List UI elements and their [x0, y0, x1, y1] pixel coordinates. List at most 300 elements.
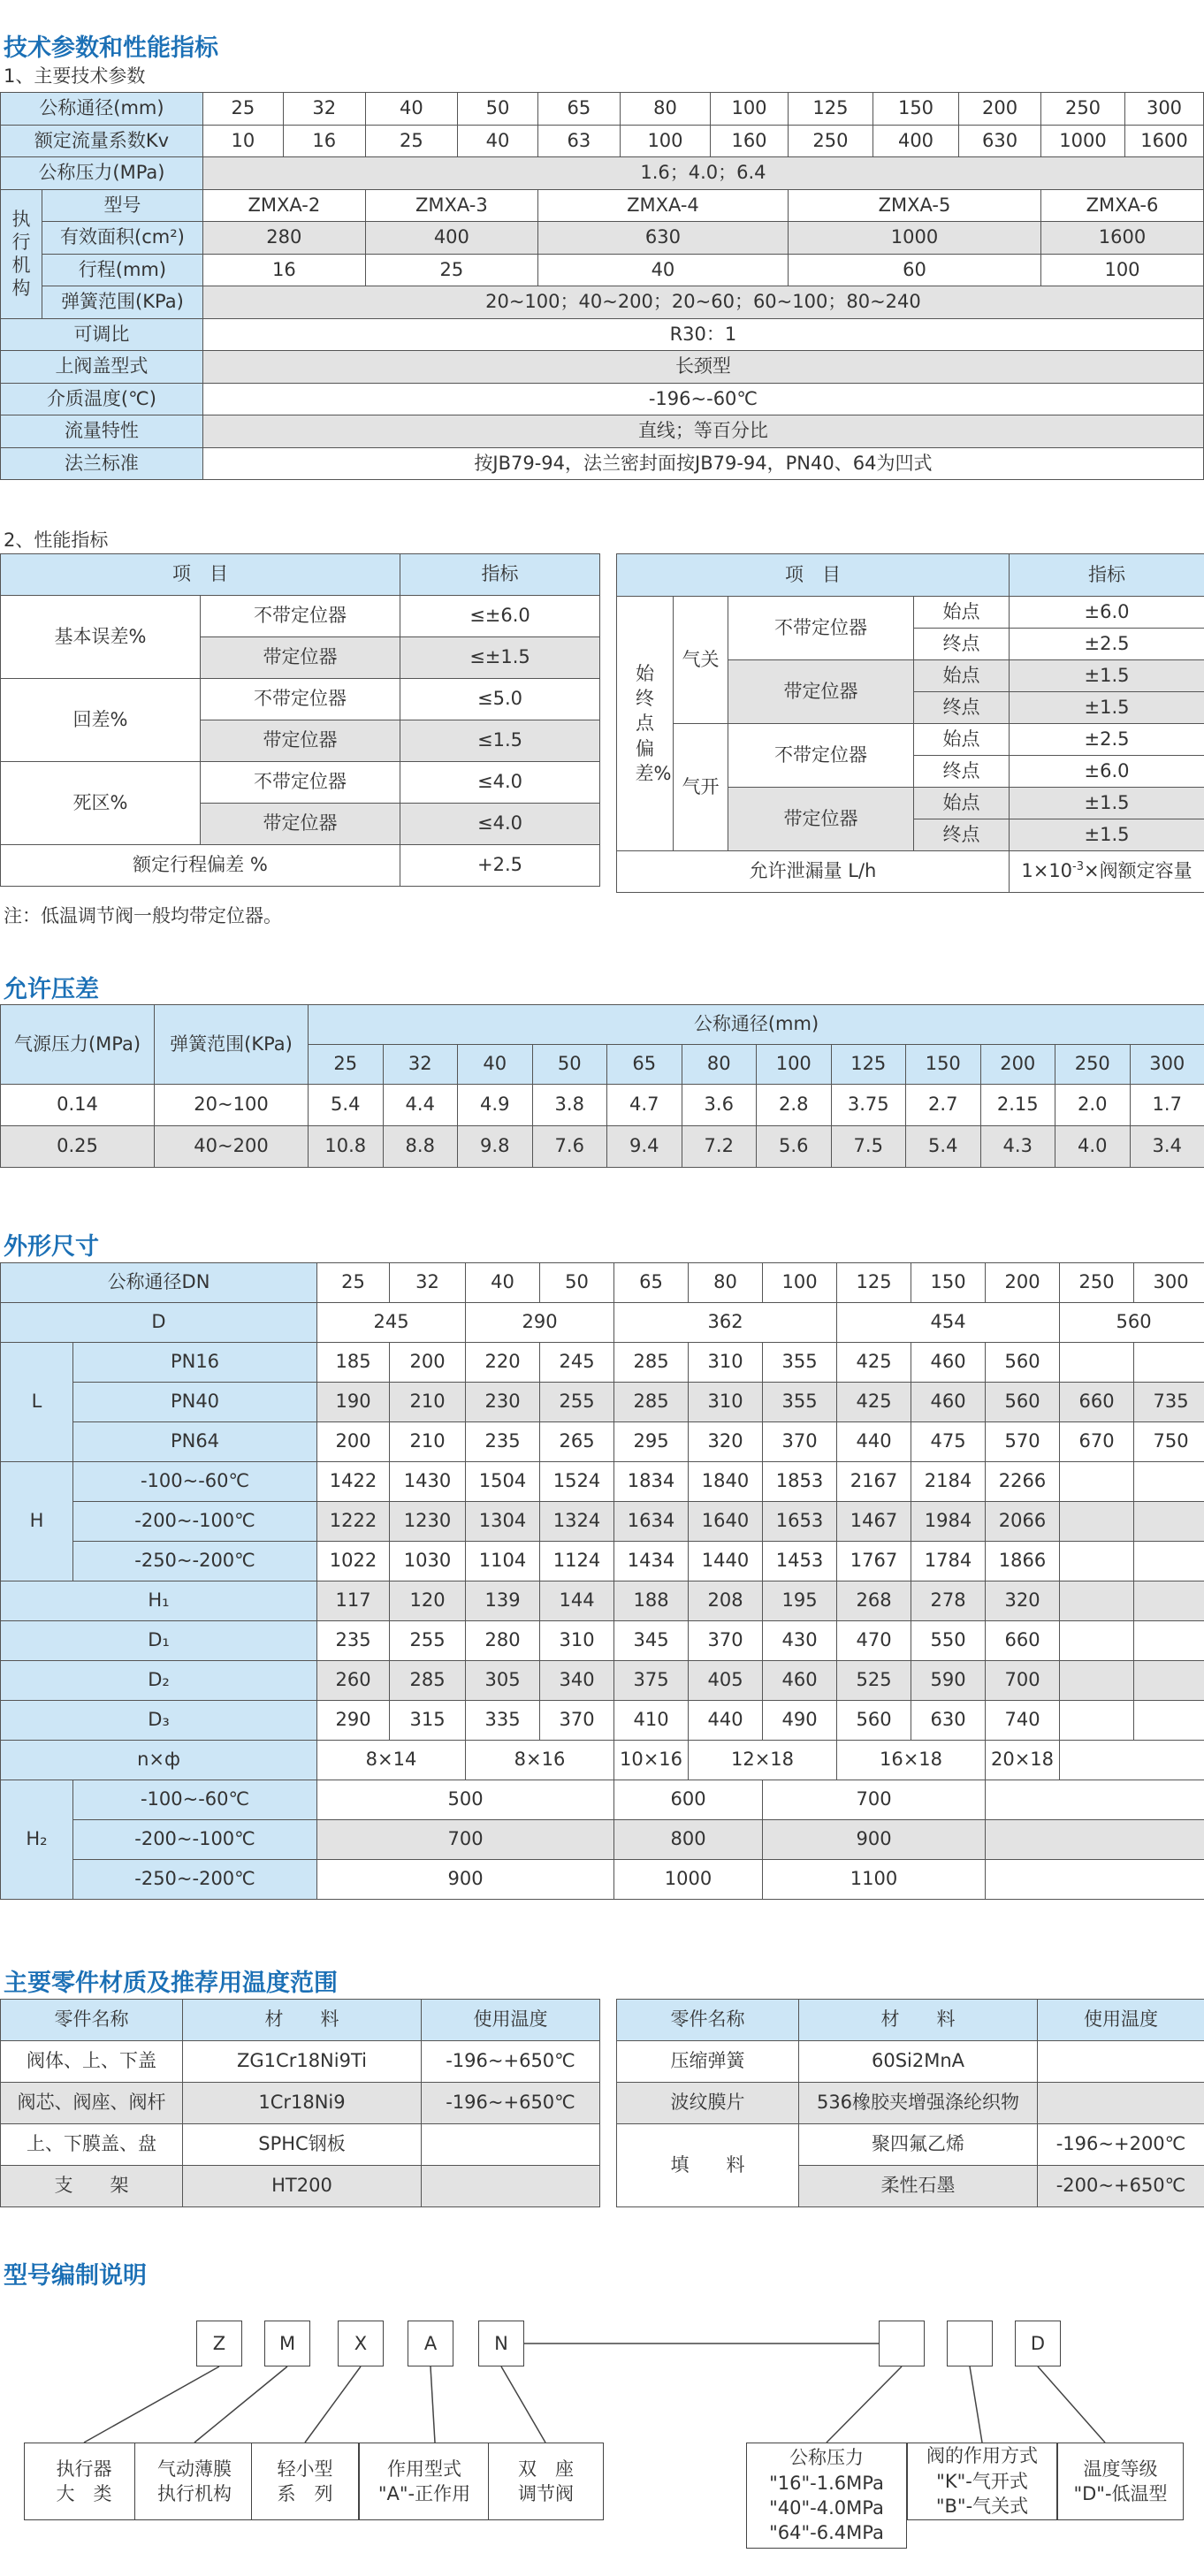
bolt-value: 8×16 — [466, 1741, 614, 1780]
dim-value: 285 — [390, 1661, 466, 1701]
H2-value: 1000 — [614, 1860, 763, 1900]
pressure-diff-value: 5.4 — [906, 1126, 981, 1168]
H2-value: 700 — [317, 1820, 614, 1860]
row-label-pn: 公称压力(MPa) — [1, 157, 203, 190]
L-value: 475 — [911, 1422, 986, 1462]
ratio-value: R30：1 — [202, 318, 1203, 351]
L-value: 425 — [837, 1383, 911, 1422]
L-value: 265 — [540, 1422, 614, 1462]
dn-value: 100 — [763, 1263, 837, 1303]
exec-label-text: 执行机构 — [11, 208, 31, 300]
dn-header: 200 — [980, 1045, 1055, 1085]
row-label-flange: 法兰标准 — [1, 447, 203, 480]
pressure-diff-value: 1.7 — [1130, 1085, 1204, 1126]
kv-value: 250 — [788, 125, 873, 157]
dim-value: 470 — [837, 1621, 911, 1661]
header-index: 指标 — [1010, 554, 1204, 597]
dim-value: 700 — [986, 1661, 1060, 1701]
dim-value: 490 — [763, 1701, 837, 1741]
condition-label: 带定位器 — [201, 720, 400, 762]
bolt-value: 20×18 — [986, 1741, 1060, 1780]
pressure-diff-value: 10.8 — [309, 1126, 384, 1168]
part-name: 阀芯、阀座、阀杆 — [1, 2083, 183, 2124]
group-label: 基本误差% — [1, 596, 201, 679]
dim-value: 550 — [911, 1621, 986, 1661]
model-option-label-box: 公称压力 "16"-1.6MPa "40"-4.0MPa "64"-6.4MPa — [746, 2443, 907, 2549]
dn-header: 300 — [1130, 1045, 1204, 1085]
H-value: 1304 — [466, 1502, 540, 1542]
H-value: 1853 — [763, 1462, 837, 1502]
L-sub-label: PN40 — [73, 1383, 317, 1422]
model-value: ZMXA-4 — [537, 189, 788, 222]
dn-value: 40 — [365, 93, 457, 126]
dim-value: 305 — [466, 1661, 540, 1701]
pressure-diff-value: 4.0 — [1055, 1126, 1131, 1168]
leakage-label: 允许泄漏量 L/h — [617, 851, 1010, 893]
model-label-box: 双 座 调节阀 — [488, 2443, 604, 2520]
performance-value: ≤±1.5 — [400, 637, 600, 679]
material: 聚四氟乙烯 — [799, 2124, 1038, 2166]
section-title-tech: 技术参数和性能指标 — [4, 34, 218, 62]
dn-value: 50 — [540, 1263, 614, 1303]
D-value: 362 — [614, 1303, 837, 1343]
D-row-label: D — [1, 1303, 317, 1343]
model-label-box: 轻小型 系 列 — [251, 2443, 359, 2520]
header-spring-range: 弹簧范围(KPa) — [155, 1005, 309, 1085]
pressure-diff-value: 2.7 — [906, 1085, 981, 1126]
header-air-pressure: 气源压力(MPa) — [1, 1005, 155, 1085]
pressure-diff-value: 2.15 — [980, 1085, 1055, 1126]
row-label-bonnet: 上阀盖型式 — [1, 351, 203, 384]
dim-value: 460 — [763, 1661, 837, 1701]
dim-value: 405 — [689, 1661, 763, 1701]
start-point-label: 始点 — [914, 788, 1010, 819]
pressure-diff-value: 5.6 — [757, 1126, 832, 1168]
condition-label: 带定位器 — [201, 637, 400, 679]
flow-value: 直线；等百分比 — [202, 415, 1203, 448]
pressure-diff-value: 7.2 — [682, 1126, 757, 1168]
dim-value: 268 — [837, 1581, 911, 1621]
model-option-box — [947, 2321, 993, 2366]
H-value: 2266 — [986, 1462, 1060, 1502]
dim-row-label: H₁ — [1, 1581, 317, 1621]
performance-value: ≤5.0 — [400, 679, 600, 720]
performance-value: ≤1.5 — [400, 720, 600, 762]
model-letter-box: N — [478, 2321, 524, 2366]
H-sub-label: -100~-60℃ — [73, 1462, 317, 1502]
kv-value: 63 — [537, 125, 620, 157]
dim-value: 440 — [689, 1701, 763, 1741]
dim-value: 195 — [763, 1581, 837, 1621]
area-value: 1600 — [1041, 222, 1204, 255]
stroke-value: 100 — [1041, 254, 1204, 286]
dn-value: 32 — [283, 93, 365, 126]
model-option-box: D — [1015, 2321, 1061, 2366]
dim-value: 260 — [317, 1661, 390, 1701]
row-label-stroke: 行程(mm) — [42, 254, 203, 286]
temperature: -196~+650℃ — [422, 2041, 600, 2083]
dim-value: 278 — [911, 1581, 986, 1621]
H-value: 1640 — [689, 1502, 763, 1542]
H-group-label: H — [1, 1462, 73, 1581]
kv-value: 1600 — [1125, 125, 1204, 157]
dim-row-label: D₃ — [1, 1701, 317, 1741]
dim-value: 375 — [614, 1661, 689, 1701]
dim-value: 345 — [614, 1621, 689, 1661]
L-value: 320 — [689, 1422, 763, 1462]
dim-value: 560 — [837, 1701, 911, 1741]
condition-label: 不带定位器 — [201, 596, 400, 637]
H-value: 1634 — [614, 1502, 689, 1542]
H-value: 1430 — [390, 1462, 466, 1502]
dim-value: 310 — [540, 1621, 614, 1661]
dn-value: 50 — [458, 93, 538, 126]
pressure-diff-value: 9.4 — [607, 1126, 682, 1168]
deviation-value: ±1.5 — [1010, 819, 1204, 851]
row-label-temp: 介质温度(℃) — [1, 383, 203, 415]
H-value: 2184 — [911, 1462, 986, 1502]
L-value: 295 — [614, 1422, 689, 1462]
H-value: 2066 — [986, 1502, 1060, 1542]
dim-value: 144 — [540, 1581, 614, 1621]
subtitle-main-params: 1、主要技术参数 — [4, 65, 146, 87]
dim-value: 335 — [466, 1701, 540, 1741]
air-open-label: 气开 — [674, 724, 728, 851]
L-group-label: L — [1, 1343, 73, 1462]
start-point-label: 始点 — [914, 660, 1010, 692]
section-title-dimensions: 外形尺寸 — [4, 1233, 99, 1261]
pressure-diff-value: 3.75 — [831, 1085, 906, 1126]
H-value: 1453 — [763, 1542, 837, 1581]
condition-label: 不带定位器 — [201, 679, 400, 720]
D-value: 290 — [466, 1303, 614, 1343]
H2-sub-label: -250~-200℃ — [73, 1860, 317, 1900]
dim-value: 430 — [763, 1621, 837, 1661]
H-value: 1104 — [466, 1542, 540, 1581]
dn-value: 250 — [1041, 93, 1125, 126]
L-value: 310 — [689, 1343, 763, 1383]
start-end-deviation-text: 始终点偏差% — [635, 662, 672, 785]
dim-value: 660 — [986, 1621, 1060, 1661]
dn-value: 65 — [537, 93, 620, 126]
header-temperature: 使用温度 — [1038, 2000, 1204, 2041]
model-letter-box: X — [338, 2321, 384, 2366]
dn-value: 80 — [620, 93, 710, 126]
H-value: 1524 — [540, 1462, 614, 1502]
bolt-value: 16×18 — [837, 1741, 986, 1780]
H-value: 1866 — [986, 1542, 1060, 1581]
leakage-suffix: ×阀额定容量 — [1084, 860, 1193, 882]
dn-header: 125 — [831, 1045, 906, 1085]
performance-value: ≤4.0 — [400, 762, 600, 804]
performance-value: ≤4.0 — [400, 804, 600, 845]
deviation-value: ±1.5 — [1010, 660, 1204, 692]
dn-value: 100 — [711, 93, 789, 126]
L-value: 560 — [986, 1343, 1060, 1383]
area-value: 1000 — [788, 222, 1040, 255]
dn-value: 32 — [390, 1263, 466, 1303]
start-point-label: 始点 — [914, 724, 1010, 756]
dim-value: 255 — [390, 1621, 466, 1661]
model-option-label-box: 阀的作用方式 "K"-气开式 "B"-气关式 — [907, 2443, 1057, 2520]
part-name: 阀体、上、下盖 — [1, 2041, 183, 2083]
dim-value: 280 — [466, 1621, 540, 1661]
H2-value: 700 — [763, 1780, 986, 1820]
model-value: ZMXA-2 — [202, 189, 365, 222]
L-value: 560 — [986, 1383, 1060, 1422]
dn-header: 40 — [458, 1045, 533, 1085]
dim-value: 370 — [689, 1621, 763, 1661]
model-letter-box: Z — [196, 2321, 242, 2366]
row-label-kv: 额定流量系数Kv — [1, 125, 203, 157]
dim-value: 315 — [390, 1701, 466, 1741]
H-value: 1440 — [689, 1542, 763, 1581]
dim-value: 320 — [986, 1581, 1060, 1621]
L-value: 230 — [466, 1383, 540, 1422]
kv-value: 16 — [283, 125, 365, 157]
L-value: 285 — [614, 1343, 689, 1383]
header-material: 材 料 — [183, 2000, 422, 2041]
row-label-dn: 公称通径(mm) — [1, 93, 203, 126]
L-value: 355 — [763, 1343, 837, 1383]
model-value: ZMXA-3 — [365, 189, 537, 222]
stroke-value: 60 — [788, 254, 1040, 286]
model-value: ZMXA-5 — [788, 189, 1040, 222]
deviation-value: ±1.5 — [1010, 692, 1204, 724]
positioner-label: 带定位器 — [728, 788, 914, 851]
H-value: 1467 — [837, 1502, 911, 1542]
end-point-label: 终点 — [914, 692, 1010, 724]
H-sub-label: -250~-200℃ — [73, 1542, 317, 1581]
L-value: 220 — [466, 1343, 540, 1383]
kv-value: 400 — [873, 125, 958, 157]
L-value: 440 — [837, 1422, 911, 1462]
stroke-deviation-label: 额定行程偏差 % — [1, 845, 400, 887]
pressure-diff-value: 4.3 — [980, 1126, 1055, 1168]
L-value: 660 — [1060, 1383, 1134, 1422]
packing-label: 填 料 — [617, 2124, 799, 2207]
row-label-ratio: 可调比 — [1, 318, 203, 351]
section-title-pressure: 允许压差 — [4, 976, 99, 1003]
deviation-value: ±6.0 — [1010, 597, 1204, 629]
header-item: 项 目 — [1, 554, 400, 596]
dn-value: 250 — [1060, 1263, 1134, 1303]
pressure-diff-value: 2.8 — [757, 1085, 832, 1126]
H2-value: 800 — [614, 1820, 763, 1860]
start-point-label: 始点 — [914, 597, 1010, 629]
H2-value: 500 — [317, 1780, 614, 1820]
dn-value: 65 — [614, 1263, 689, 1303]
spring-range-value: 40~200 — [155, 1126, 309, 1168]
air-close-label: 气关 — [674, 597, 728, 724]
header-item: 项 目 — [617, 554, 1010, 597]
H-value: 1422 — [317, 1462, 390, 1502]
L-value: 185 — [317, 1343, 390, 1383]
model-label-box: 气动薄膜 执行机构 — [134, 2443, 255, 2520]
pressure-diff-value: 9.8 — [458, 1126, 533, 1168]
H-value: 1324 — [540, 1502, 614, 1542]
dn-value: 125 — [788, 93, 873, 126]
dn-value: 25 — [202, 93, 283, 126]
pressure-diff-value: 2.0 — [1055, 1085, 1131, 1126]
dim-value: 630 — [911, 1701, 986, 1741]
L-value: 245 — [540, 1343, 614, 1383]
part-name: 压缩弹簧 — [617, 2041, 799, 2083]
pressure-diff-value: 7.5 — [831, 1126, 906, 1168]
L-value: 460 — [911, 1383, 986, 1422]
bolt-row-label: n×ф — [1, 1741, 317, 1780]
L-value: 355 — [763, 1383, 837, 1422]
material: 1Cr18Ni9 — [183, 2083, 422, 2124]
area-value: 400 — [365, 222, 537, 255]
bolt-value: 8×14 — [317, 1741, 466, 1780]
dn-header: 150 — [906, 1045, 981, 1085]
dn-value: 125 — [837, 1263, 911, 1303]
dim-value: 139 — [466, 1581, 540, 1621]
H-value: 1984 — [911, 1502, 986, 1542]
dn-value: 200 — [959, 93, 1041, 126]
dim-value: 188 — [614, 1581, 689, 1621]
temperature: -200~+650℃ — [1038, 2166, 1204, 2207]
subtitle-performance: 2、性能指标 — [4, 530, 109, 551]
L-value: 670 — [1060, 1422, 1134, 1462]
stroke-deviation-value: +2.5 — [400, 845, 600, 887]
spring-range-value: 20~100 — [155, 1085, 309, 1126]
stroke-value: 40 — [537, 254, 788, 286]
section-title-materials: 主要零件材质及推荐用温度范围 — [4, 1970, 338, 1997]
L-value: 425 — [837, 1343, 911, 1383]
material: ZG1Cr18Ni9Ti — [183, 2041, 422, 2083]
dn-value: 80 — [689, 1263, 763, 1303]
row-label-model: 型号 — [42, 189, 203, 222]
L-value: 370 — [763, 1422, 837, 1462]
stroke-value: 16 — [202, 254, 365, 286]
performance-value: ≤±6.0 — [400, 596, 600, 637]
temp-value: -196~-60℃ — [202, 383, 1203, 415]
material: SPHC钢板 — [183, 2124, 422, 2166]
L-value: 285 — [614, 1383, 689, 1422]
H-value: 1124 — [540, 1542, 614, 1581]
part-name: 上、下膜盖、盘 — [1, 2124, 183, 2166]
material: HT200 — [183, 2166, 422, 2207]
L-value: 570 — [986, 1422, 1060, 1462]
header-material: 材 料 — [799, 2000, 1038, 2041]
L-value: 235 — [466, 1422, 540, 1462]
H-value: 1222 — [317, 1502, 390, 1542]
group-label: 回差% — [1, 679, 201, 762]
header-index: 指标 — [400, 554, 600, 596]
end-point-label: 终点 — [914, 629, 1010, 660]
condition-label: 带定位器 — [201, 804, 400, 845]
pressure-diff-value: 3.6 — [682, 1085, 757, 1126]
dim-row-label: D₂ — [1, 1661, 317, 1701]
air-pressure-value: 0.14 — [1, 1085, 155, 1126]
H-value: 1022 — [317, 1542, 390, 1581]
pressure-diff-value: 8.8 — [383, 1126, 458, 1168]
H-value: 1030 — [390, 1542, 466, 1581]
dim-value: 117 — [317, 1581, 390, 1621]
flange-value: 按JB79-94，法兰密封面按JB79-94，PN40、64为凹式 — [202, 447, 1203, 480]
end-point-label: 终点 — [914, 756, 1010, 788]
dn-header: 32 — [383, 1045, 458, 1085]
leakage-exponent: -3 — [1072, 860, 1085, 874]
dn-header: 80 — [682, 1045, 757, 1085]
dim-value: 235 — [317, 1621, 390, 1661]
L-value: 750 — [1134, 1422, 1204, 1462]
deviation-value: ±2.5 — [1010, 724, 1204, 756]
dn-header: 50 — [532, 1045, 607, 1085]
spring-value: 20~100；40~200；20~60；60~100；80~240 — [202, 286, 1203, 319]
header-nominal-diameter: 公称通径(mm) — [309, 1005, 1204, 1045]
kv-value: 40 — [458, 125, 538, 157]
dn-value: 300 — [1125, 93, 1204, 126]
L-value: 210 — [390, 1383, 466, 1422]
dn-header: 100 — [757, 1045, 832, 1085]
dn-value: 150 — [911, 1263, 986, 1303]
dim-row-label: D₁ — [1, 1621, 317, 1661]
dim-value: 120 — [390, 1581, 466, 1621]
H-value: 1834 — [614, 1462, 689, 1502]
H2-value: 900 — [763, 1820, 986, 1860]
part-name: 支 架 — [1, 2166, 183, 2207]
dn-row-label: 公称通径DN — [1, 1263, 317, 1303]
dn-header: 65 — [607, 1045, 682, 1085]
leakage-base: 1×10 — [1021, 860, 1073, 882]
L-sub-label: PN16 — [73, 1343, 317, 1383]
header-part: 零件名称 — [617, 2000, 799, 2041]
condition-label: 不带定位器 — [201, 762, 400, 804]
deviation-value: ±1.5 — [1010, 788, 1204, 819]
H-value: 1230 — [390, 1502, 466, 1542]
row-label-flow: 流量特性 — [1, 415, 203, 448]
dim-value: 340 — [540, 1661, 614, 1701]
air-pressure-value: 0.25 — [1, 1126, 155, 1168]
dim-value: 525 — [837, 1661, 911, 1701]
pressure-diff-value: 3.4 — [1130, 1126, 1204, 1168]
dn-value: 200 — [986, 1263, 1060, 1303]
dim-value: 370 — [540, 1701, 614, 1741]
area-value: 280 — [202, 222, 365, 255]
no-positioner-label: 不带定位器 — [728, 724, 914, 788]
row-label-area: 有效面积(cm²) — [42, 222, 203, 255]
kv-value: 1000 — [1041, 125, 1125, 157]
pressure-diff-value: 4.7 — [607, 1085, 682, 1126]
material: 柔性石墨 — [799, 2166, 1038, 2207]
H2-sub-label: -200~-100℃ — [73, 1820, 317, 1860]
H-value: 2167 — [837, 1462, 911, 1502]
L-value: 255 — [540, 1383, 614, 1422]
L-value: 735 — [1134, 1383, 1204, 1422]
note-text: 注：低温调节阀一般均带定位器。 — [4, 905, 282, 926]
dn-value: 40 — [466, 1263, 540, 1303]
D-value: 454 — [837, 1303, 1060, 1343]
group-label: 死区% — [1, 762, 201, 845]
model-option-box — [879, 2321, 925, 2366]
no-positioner-label: 不带定位器 — [728, 597, 914, 660]
temperature: -196~+200℃ — [1038, 2124, 1204, 2166]
kv-value: 160 — [711, 125, 789, 157]
temperature: -196~+650℃ — [422, 2083, 600, 2124]
H2-group-label: H₂ — [1, 1780, 73, 1900]
dim-value: 208 — [689, 1581, 763, 1621]
model-letter-box: A — [408, 2321, 453, 2366]
dim-value: 590 — [911, 1661, 986, 1701]
L-value: 310 — [689, 1383, 763, 1422]
L-value: 190 — [317, 1383, 390, 1422]
dim-value: 410 — [614, 1701, 689, 1741]
pressure-diff-value: 4.4 — [383, 1085, 458, 1126]
L-value: 200 — [390, 1343, 466, 1383]
